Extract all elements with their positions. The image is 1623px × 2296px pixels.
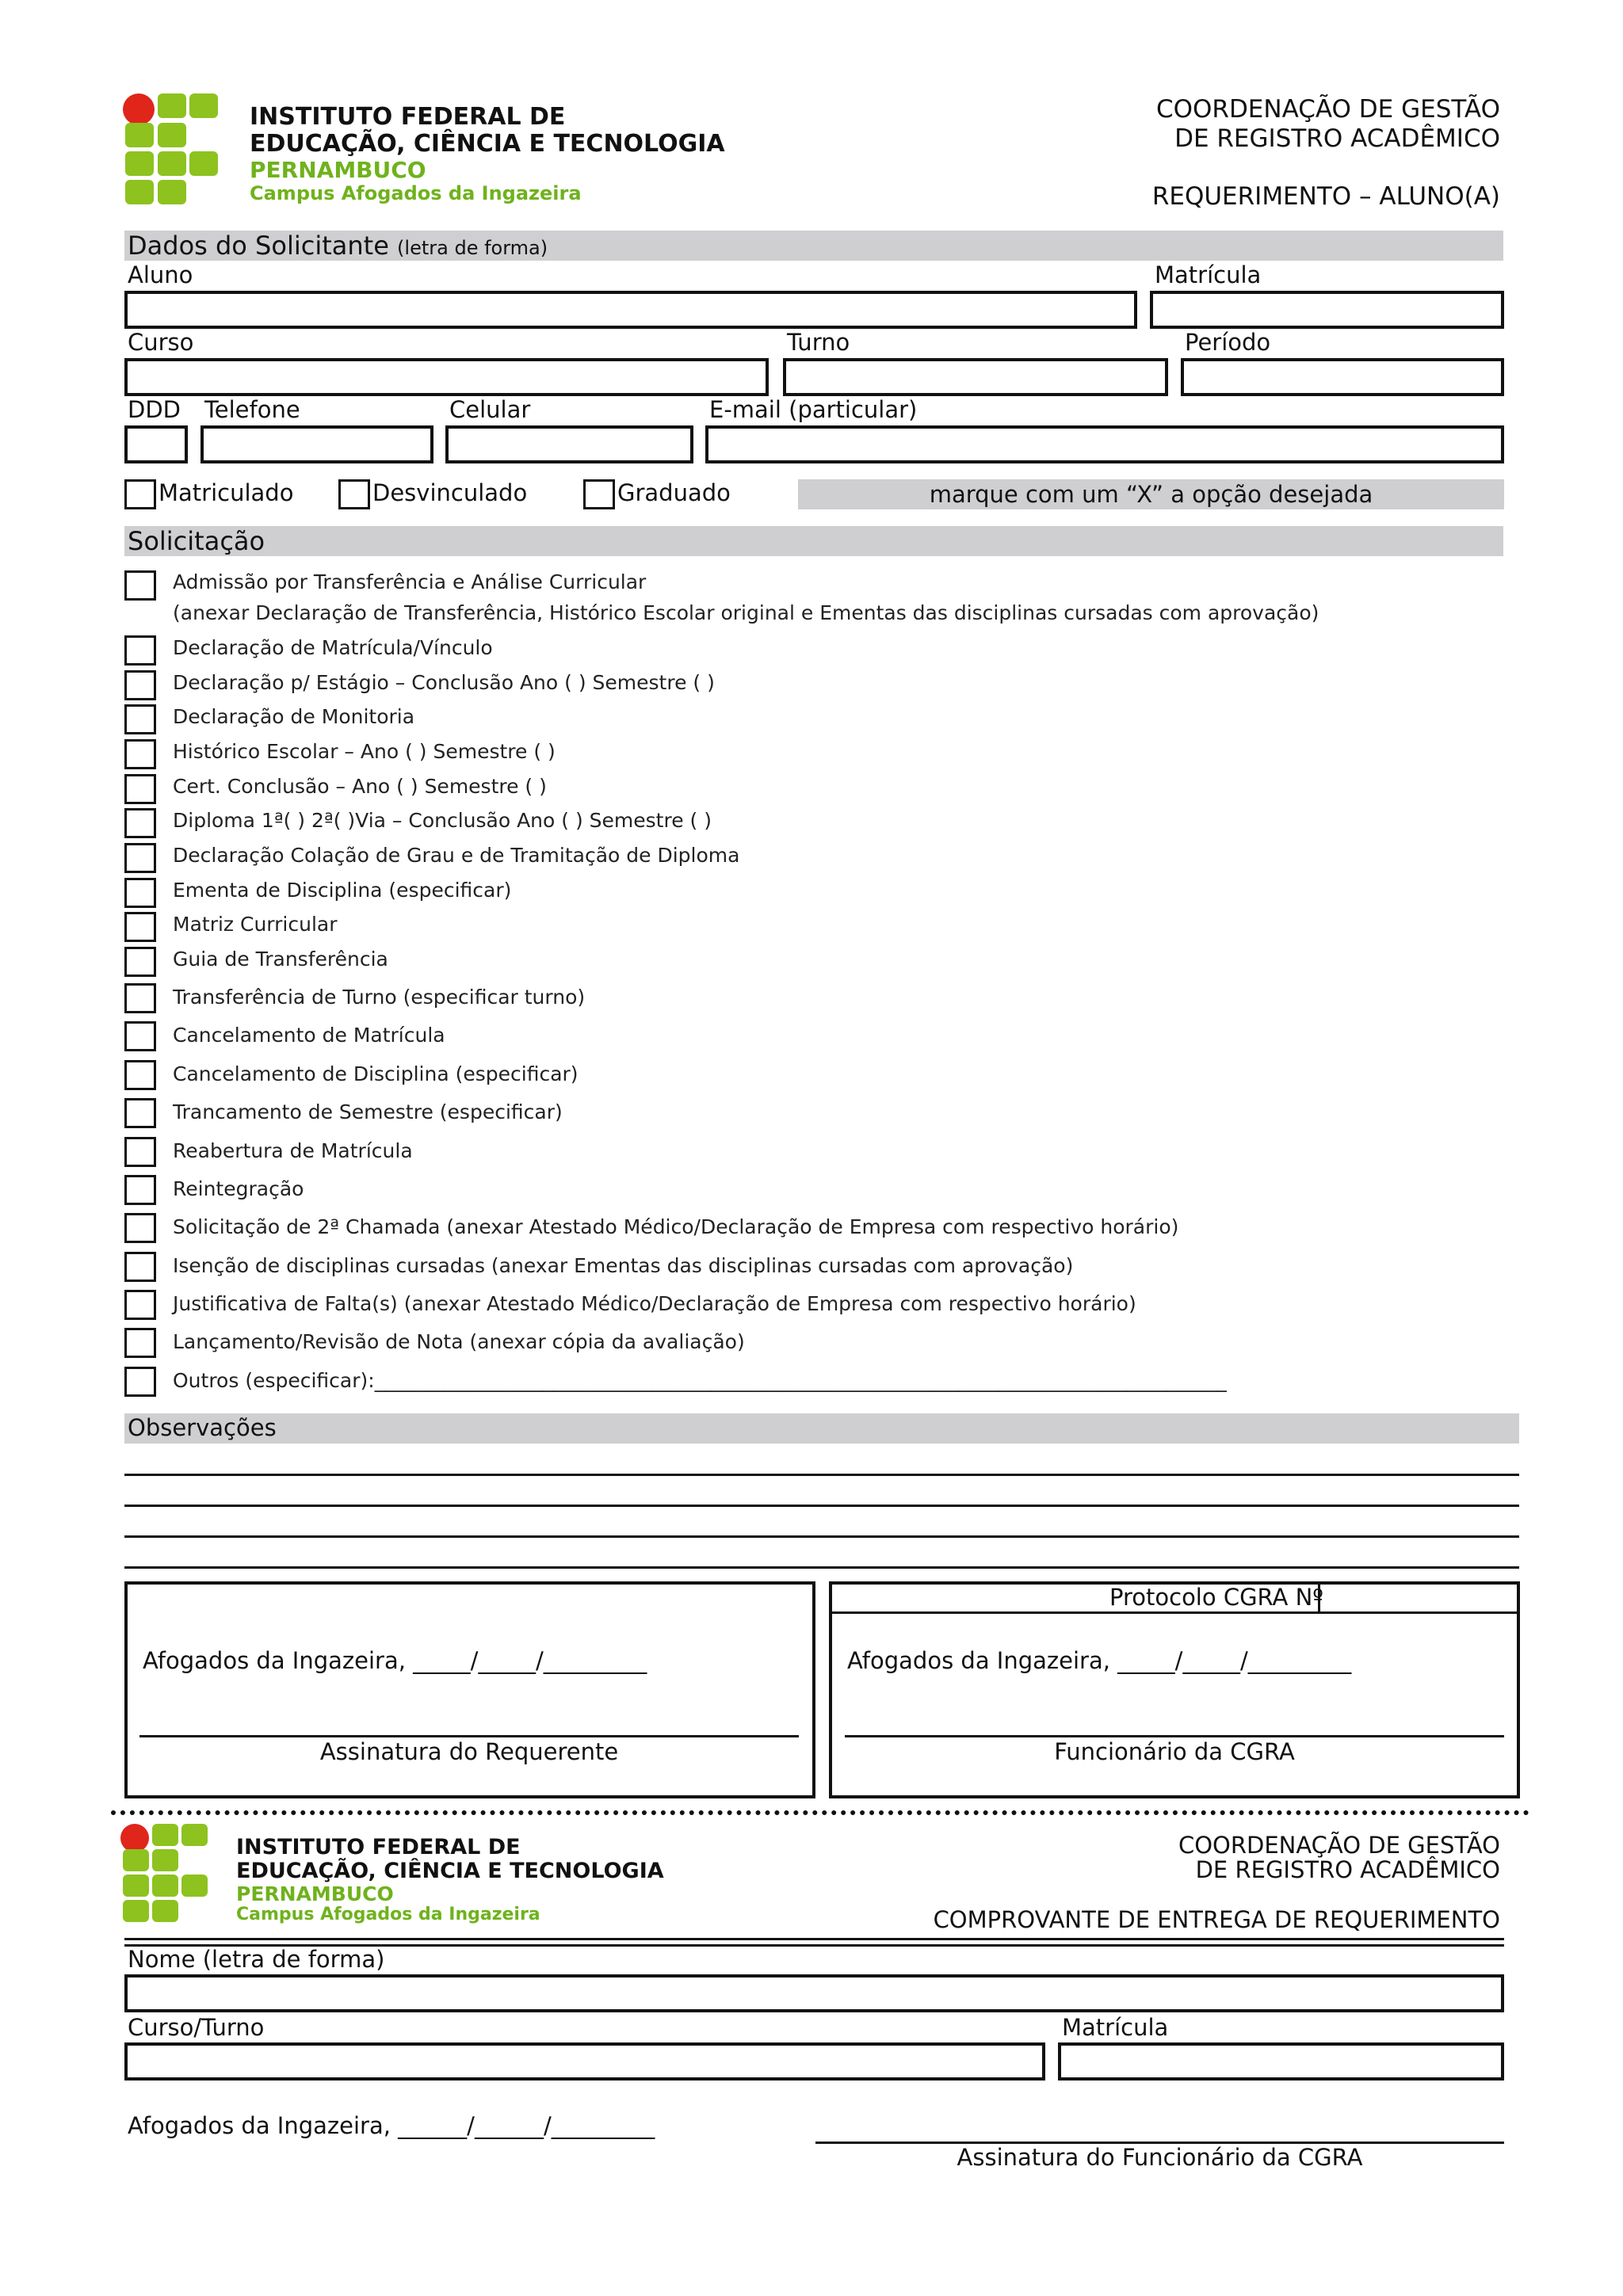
- periodo-label: Período: [1185, 329, 1271, 356]
- request-checkbox[interactable]: [124, 947, 156, 977]
- logo-square: [158, 123, 186, 147]
- request-item-label: Declaração Colação de Grau e de Tramitação de Diploma: [173, 844, 740, 867]
- logo-square: [181, 1875, 208, 1897]
- status-checkbox-matriculado[interactable]: [124, 479, 156, 509]
- logo-square: [152, 1849, 178, 1871]
- request-checkbox[interactable]: [124, 808, 156, 838]
- receipt-dept-line2: DE REGISTRO ACADÊMICO: [1195, 1856, 1500, 1883]
- status-label-desvinculado: Desvinculado: [372, 479, 528, 506]
- turno-label: Turno: [787, 329, 850, 356]
- email-label: E-mail (particular): [709, 396, 918, 423]
- protocol-label: Protocolo CGRA Nº: [1109, 1584, 1323, 1611]
- status-label-matriculado: Matriculado: [158, 479, 294, 506]
- status-checkbox-desvinculado[interactable]: [338, 479, 370, 509]
- protocol-number-field[interactable]: [1321, 1585, 1516, 1610]
- request-section-title: Solicitação: [128, 526, 265, 556]
- request-item-label: Ementa de Disciplina (especificar): [173, 879, 512, 902]
- request-item-label: Cert. Conclusão – Ano ( ) Semestre ( ): [173, 775, 547, 798]
- receipt-matricula-label: Matrícula: [1062, 2014, 1169, 2041]
- observation-line[interactable]: [124, 1474, 1519, 1476]
- requester-title-note: (letra de forma): [397, 237, 548, 259]
- request-item-label: Admissão por Transferência e Análise Curricular: [173, 570, 647, 593]
- requester-signature-caption: Assinatura do Requerente: [319, 1738, 619, 1765]
- request-item-label: Lançamento/Revisão de Nota (anexar cópia da avaliação): [173, 1330, 745, 1353]
- matricula-label: Matrícula: [1155, 261, 1262, 288]
- request-item-label: Guia de Transferência: [173, 948, 388, 971]
- logo-line4: Campus Afogados da Ingazeira: [250, 182, 582, 204]
- logo-square: [125, 151, 154, 176]
- status-hint: marque com um “X” a opção desejada: [929, 481, 1373, 508]
- requester-signature-box: [124, 1581, 815, 1798]
- receipt-title: COMPROVANTE DE ENTREGA DE REQUERIMENTO: [933, 1906, 1500, 1933]
- logo-square: [125, 123, 154, 147]
- receipt-logo-line1: INSTITUTO FEDERAL DE: [236, 1835, 521, 1859]
- receipt-dept-line1: COORDENAÇÃO DE GESTÃO: [1178, 1832, 1500, 1859]
- request-item-label: Declaração p/ Estágio – Conclusão Ano ( ) Semestre ( ): [173, 671, 715, 694]
- request-checkbox[interactable]: [124, 1021, 156, 1051]
- requester-signature-line[interactable]: [139, 1735, 799, 1737]
- status-checkbox-graduado[interactable]: [583, 479, 615, 509]
- celular-field[interactable]: [445, 425, 693, 463]
- institute-logo: [123, 93, 218, 204]
- logo-square: [158, 93, 186, 118]
- request-item-label: Cancelamento de Disciplina (especificar): [173, 1062, 579, 1085]
- request-item-label: Outros (especificar):______________________________________________________________________________________: [173, 1369, 1227, 1392]
- request-item-label: Solicitação de 2ª Chamada (anexar Atestado Médico/Declaração de Empresa com respectivo horário): [173, 1215, 1179, 1238]
- receipt-signature-caption: Assinatura do Funcionário da CGRA: [957, 2144, 1363, 2171]
- request-item-label: Declaração de Monitoria: [173, 705, 415, 728]
- cgra-signature-box: [829, 1581, 1520, 1798]
- request-item-note: (anexar Declaração de Transferência, Histórico Escolar original e Ementas das disciplinas cursadas com aprovação): [173, 601, 1319, 624]
- logo-square: [123, 1875, 149, 1897]
- receipt-nome-label: Nome (letra de forma): [128, 1946, 385, 1973]
- form-title: REQUERIMENTO – ALUNO(A): [1151, 182, 1500, 211]
- protocol-divider: [829, 1611, 1520, 1614]
- request-checkbox[interactable]: [124, 878, 156, 908]
- observation-line[interactable]: [124, 1566, 1519, 1569]
- cgra-date-line[interactable]: Afogados da Ingazeira, _____/_____/_________: [847, 1647, 1352, 1674]
- receipt-nome-field[interactable]: [124, 1974, 1504, 2012]
- receipt-header-rule: [124, 1938, 1504, 1940]
- requester-date-line[interactable]: Afogados da Ingazeira, _____/_____/_________: [143, 1647, 647, 1674]
- observation-line[interactable]: [124, 1505, 1519, 1507]
- request-checkbox[interactable]: [124, 704, 156, 734]
- turno-field[interactable]: [783, 358, 1168, 396]
- receipt-logo-line2: EDUCAÇÃO, CIÊNCIA E TECNOLOGIA: [236, 1859, 664, 1883]
- request-item-label: Matriz Curricular: [173, 913, 338, 936]
- logo-red-circle: [120, 1824, 149, 1852]
- request-item-label: Histórico Escolar – Ano ( ) Semestre ( ): [173, 740, 556, 763]
- receipt-curso-turno-field[interactable]: [124, 2042, 1045, 2081]
- curso-label: Curso: [128, 329, 194, 356]
- cgra-signature-line[interactable]: [845, 1735, 1504, 1737]
- request-checkbox[interactable]: [124, 1098, 156, 1128]
- observation-line[interactable]: [124, 1535, 1519, 1538]
- logo-square: [152, 1875, 178, 1897]
- cut-line: [111, 1810, 1529, 1815]
- request-item-label: Diploma 1ª( ) 2ª( )Via – Conclusão Ano ( ) Semestre ( ): [173, 809, 712, 832]
- logo-square: [158, 180, 186, 204]
- request-checkbox[interactable]: [124, 843, 156, 873]
- request-checkbox[interactable]: [124, 1252, 156, 1282]
- request-checkbox[interactable]: [124, 1367, 156, 1397]
- logo-square: [189, 151, 218, 176]
- request-section-bar: [124, 526, 1503, 556]
- logo-red-circle: [123, 93, 155, 125]
- request-checkbox[interactable]: [124, 1060, 156, 1090]
- request-item-label: Transferência de Turno (especificar turno): [173, 986, 586, 1009]
- receipt-matricula-field[interactable]: [1058, 2042, 1504, 2081]
- logo-square: [181, 1824, 208, 1846]
- request-checkbox[interactable]: [124, 570, 156, 601]
- receipt-date-line[interactable]: Afogados da Ingazeira, ______/______/_________: [128, 2112, 655, 2139]
- request-item-label: Cancelamento de Matrícula: [173, 1024, 445, 1047]
- requester-section-title: [128, 231, 548, 261]
- dept-line2: DE REGISTRO ACADÊMICO: [1174, 124, 1500, 153]
- request-checkbox[interactable]: [124, 1328, 156, 1358]
- telefone-label: Telefone: [204, 396, 300, 423]
- ddd-field[interactable]: [124, 425, 188, 463]
- request-item-label: Declaração de Matrícula/Vínculo: [173, 636, 493, 659]
- logo-square: [125, 180, 154, 204]
- observations-section-bar: [124, 1413, 1519, 1444]
- status-label-graduado: Graduado: [617, 479, 731, 506]
- dept-line1: COORDENAÇÃO DE GESTÃO: [1155, 95, 1500, 124]
- logo-square: [189, 93, 218, 118]
- observations-section-title: Observações: [128, 1414, 277, 1441]
- logo-line1: INSTITUTO FEDERAL DE: [250, 103, 566, 131]
- request-checkbox[interactable]: [124, 635, 156, 666]
- receipt-logo-line4: Campus Afogados da Ingazeira: [236, 1905, 540, 1924]
- request-item-label: Trancamento de Semestre (especificar): [173, 1100, 563, 1123]
- request-checkbox[interactable]: [124, 912, 156, 942]
- request-checkbox[interactable]: [124, 1137, 156, 1167]
- request-checkbox[interactable]: [124, 774, 156, 804]
- request-checkbox[interactable]: [124, 1290, 156, 1320]
- receipt-logo-line3: PERNAMBUCO: [236, 1882, 394, 1905]
- request-checkbox[interactable]: [124, 983, 156, 1013]
- request-checkbox[interactable]: [124, 739, 156, 769]
- logo-line3: PERNAMBUCO: [250, 157, 426, 183]
- telefone-field[interactable]: [200, 425, 433, 463]
- curso-field[interactable]: [124, 358, 769, 396]
- receipt-institute-logo: [120, 1824, 209, 1920]
- matricula-field[interactable]: [1150, 291, 1504, 329]
- logo-square: [158, 151, 186, 176]
- request-checkbox[interactable]: [124, 1175, 156, 1205]
- request-checkbox[interactable]: [124, 1213, 156, 1243]
- request-checkbox[interactable]: [124, 670, 156, 700]
- cgra-signature-caption: Funcionário da CGRA: [1054, 1738, 1295, 1765]
- periodo-field[interactable]: [1181, 358, 1504, 396]
- request-item-label: Isenção de disciplinas cursadas (anexar Ementas das disciplinas cursadas com aprovação): [173, 1254, 1074, 1277]
- logo-square: [123, 1849, 149, 1871]
- aluno-field[interactable]: [124, 291, 1137, 329]
- request-item-label: Reintegração: [173, 1177, 304, 1200]
- receipt-curso-turno-label: Curso/Turno: [128, 2014, 265, 2041]
- email-field[interactable]: [705, 425, 1504, 463]
- celular-label: Celular: [449, 396, 531, 423]
- logo-square: [123, 1900, 149, 1922]
- ddd-label: DDD: [128, 396, 181, 423]
- request-item-label: Reabertura de Matrícula: [173, 1139, 413, 1162]
- logo-square: [152, 1824, 178, 1846]
- requester-title-text: Dados do Solicitante: [128, 231, 389, 261]
- request-item-label: Justificativa de Falta(s) (anexar Atestado Médico/Declaração de Empresa com respectivo horário): [173, 1292, 1136, 1315]
- logo-square: [152, 1900, 178, 1922]
- logo-line2: EDUCAÇÃO, CIÊNCIA E TECNOLOGIA: [250, 130, 725, 158]
- aluno-label: Aluno: [128, 261, 193, 288]
